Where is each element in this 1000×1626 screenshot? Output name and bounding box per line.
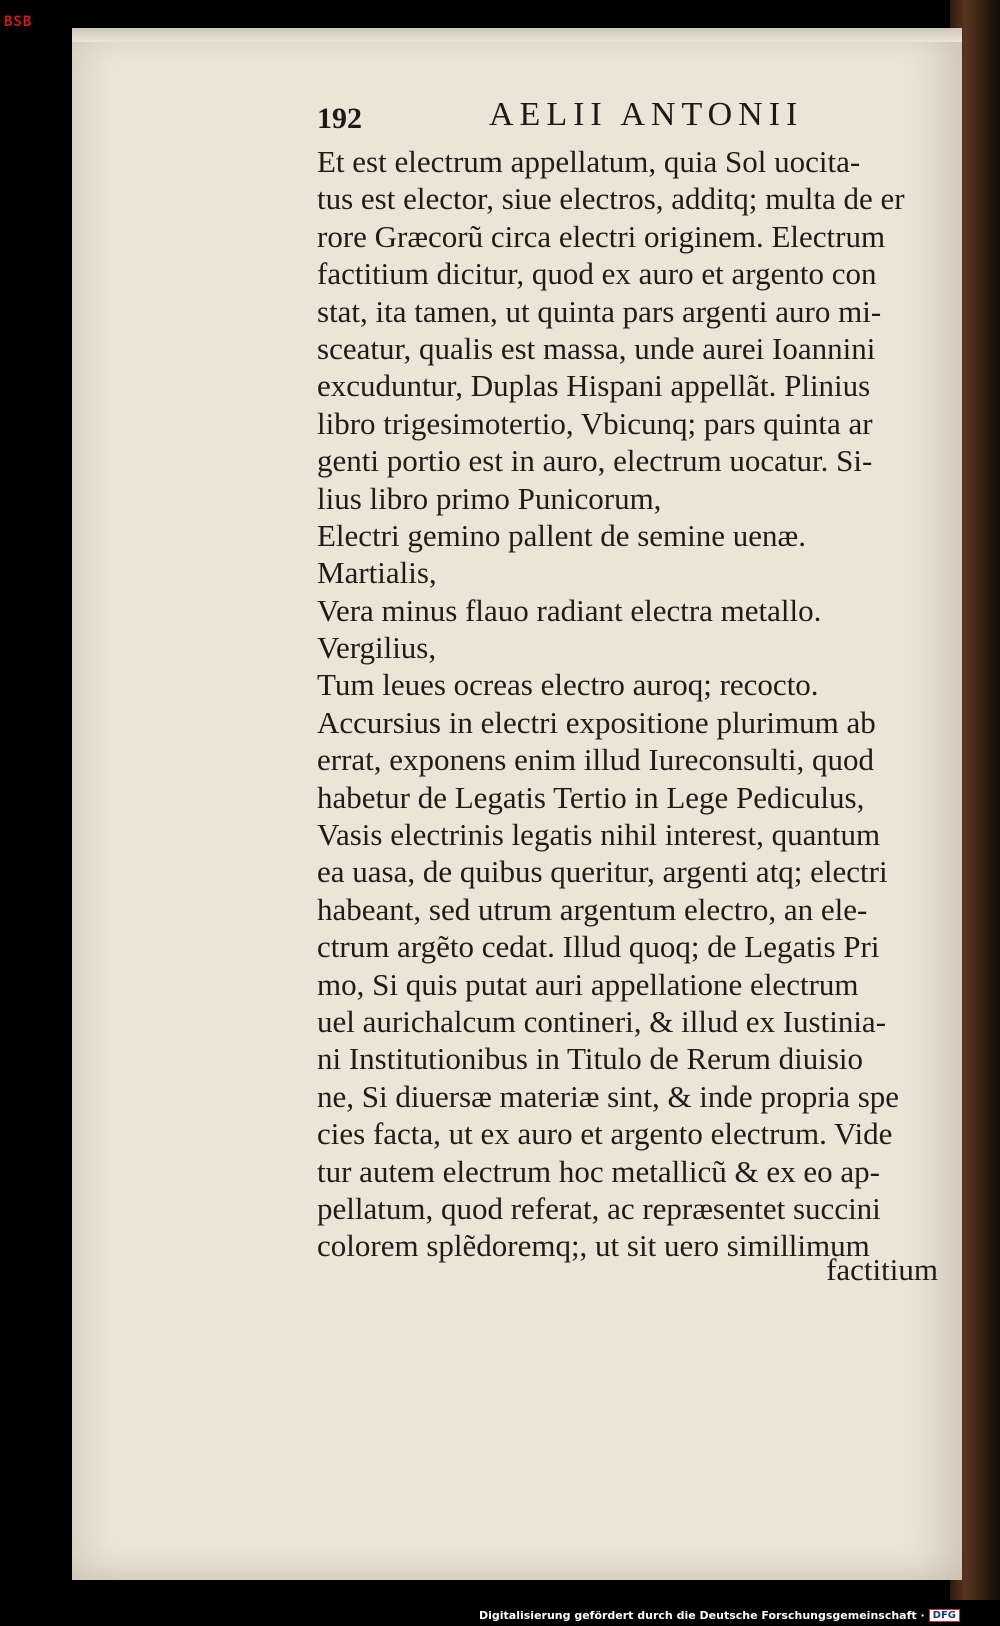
text-line: colorem splẽdoremq;, ut sit uero simillimum bbox=[317, 1228, 870, 1264]
page-header bbox=[317, 96, 917, 140]
text-line: stat, ita tamen, ut quinta pars argenti auro mi- bbox=[317, 293, 882, 329]
text-line: Electri gemino pallent de semine uenæ. bbox=[317, 517, 806, 553]
text-line: Et est electrum appellatum, quia Sol uocita- bbox=[317, 144, 861, 179]
text-line: tus est elector, siue electros, additq; multa de er bbox=[317, 181, 905, 217]
text-line: cies facta, ut ex auro et argento electrum. Vide bbox=[317, 1116, 893, 1152]
catchword: factitium bbox=[826, 1252, 938, 1287]
text-line: sceatur, qualis est massa, unde aurei Ioannini bbox=[317, 330, 876, 366]
text-line: Tum leues ocreas electro auroq; recocto. bbox=[317, 667, 819, 703]
text-line: Vergilius, bbox=[317, 630, 437, 666]
bsb-logo: BSB bbox=[4, 14, 33, 30]
text-line: genti portio est in auro, electrum uocatur. Si- bbox=[317, 443, 873, 479]
digitization-credit bbox=[479, 1606, 960, 1624]
text-line: habeant, sed utrum argentum electro, an ele- bbox=[317, 891, 868, 927]
text-line: Accursius in electri expositione plurimum ab bbox=[317, 704, 876, 740]
text-line: Martialis, bbox=[317, 555, 437, 591]
text-line: Vasis electrinis legatis nihil interest, quantum bbox=[317, 817, 881, 853]
credit-text: Digitalisierung gefördert durch die Deutsche Forschungsgemeinschaft · bbox=[478, 1608, 925, 1622]
dfg-logo: DFG bbox=[929, 1609, 960, 1622]
text-line: ni Institutionibus in Titulo de Rerum diuisio bbox=[317, 1041, 864, 1077]
text-line: lius libro primo Punicorum, bbox=[317, 480, 662, 516]
text-line: pellatum, quod referat, ac repræsentet succini bbox=[317, 1190, 881, 1226]
body-text bbox=[317, 143, 929, 1265]
text-line: habetur de Legatis Tertio in Lege Pediculus, bbox=[317, 779, 865, 815]
running-title: AELII ANTONII bbox=[489, 96, 804, 133]
text-line: Vera minus flauo radiant electra metallo. bbox=[317, 592, 822, 628]
page-top-shadow bbox=[72, 28, 962, 42]
text-line: rore Græcorũ circa electri originem. Electrum bbox=[317, 218, 886, 254]
text-line: uel aurichalcum contineri, & illud ex Iustinia- bbox=[317, 1003, 887, 1039]
text-line: ne, Si diuersæ materiæ sint, & inde propria spe bbox=[317, 1078, 900, 1114]
text-line: errat, exponens enim illud Iureconsulti, quod bbox=[317, 742, 875, 778]
text-line: excuduntur, Duplas Hispani appellãt. Plinius bbox=[317, 368, 871, 404]
page-number: 192 bbox=[317, 102, 362, 135]
text-line: ea uasa, de quibus queritur, argenti atq; electri bbox=[317, 854, 888, 890]
text-line: ctrum argẽto cedat. Illud quoq; de Legatis Pri bbox=[317, 929, 880, 965]
text-line: factitium dicitur, quod ex auro et argento con bbox=[317, 256, 877, 292]
text-line: mo, Si quis putat auri appellatione electrum bbox=[317, 966, 859, 1002]
text-line: tur autem electrum hoc metallicũ & ex eo ap- bbox=[317, 1153, 880, 1189]
text-line: libro trigesimotertio, Vbicunq; pars quinta ar bbox=[317, 405, 873, 441]
